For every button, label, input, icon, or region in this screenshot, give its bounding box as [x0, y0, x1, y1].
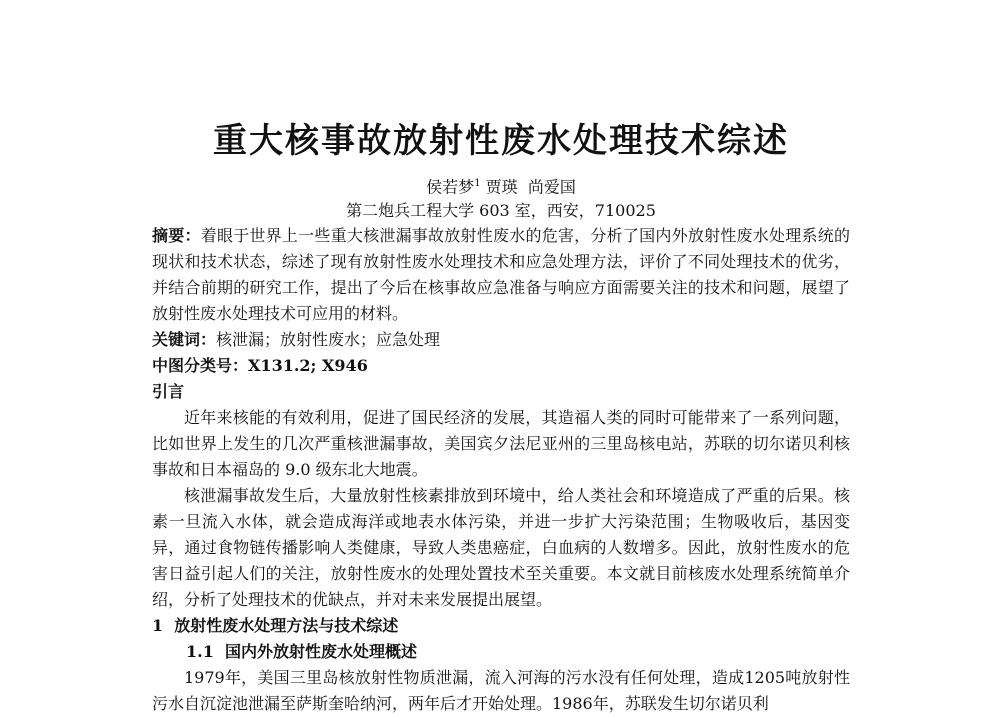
keywords-label: 关键词：	[152, 330, 217, 350]
intro-paragraph-2: 核泄漏事故发生后，大量放射性核素排放到环境中，给人类社会和环境造成了严重的后果。核素一旦流入水体，就会造成海洋或地表水体污染，并进一步扩大污染范围；生物吸收后，基因变异，通过食物链传播影响人类健康，导致人类患癌症，白血病的人数增多。因此，放射性废水的危害日益引起人们的关注，放射性废水的处理处置技术至关重要。本文就目前核废水处理系统简单介绍，分析了处理技术的优缺点，并对未来发展提出展望。	[152, 486, 850, 610]
author-affil-mark: 1	[474, 178, 481, 189]
section-heading-1-1: 1.1 国内外放射性废水处理概述	[186, 642, 417, 662]
intro-paragraph-1: 近年来核能的有效利用，促进了国民经济的发展，其造福人类的同时可能带来了一系列问题，比如世界上发生的几次严重核泄漏事故，美国宾夕法尼亚州的三里岛核电站，苏联的切尔诺贝利核事故和日本福岛的 9.0 级东北大地震。	[152, 408, 850, 480]
keywords-text: 核泄漏；放射性废水；应急处理	[216, 330, 441, 350]
body-paragraph: 1979年，美国三里岛核放射性物质泄漏，流入河海的污水没有任何处理，造成1205吨放射性污水自沉淀池泄漏至萨斯奎哈纳河，两年后才开始处理。1986年，苏联发生切尔诺贝利	[152, 668, 850, 714]
intro-heading: 引言	[152, 382, 185, 402]
keywords	[152, 327, 850, 353]
author-first: 侯若梦	[426, 177, 475, 197]
paper-title: 重大核事故放射性废水处理技术综述	[213, 121, 789, 161]
author-rest: 贾瑛 尚爱国	[480, 177, 576, 197]
classification-text: X131.2; X946	[248, 356, 368, 376]
author-line	[152, 172, 850, 199]
abstract-label: 摘要：	[152, 226, 201, 246]
section-heading-1: 1 放射性废水处理方法与技术综述	[152, 616, 399, 636]
affiliation: 第二炮兵工程大学 603 室，西安，710025	[346, 201, 656, 221]
classification-label: 中图分类号：	[152, 356, 249, 376]
abstract-text: 着眼于世界上一些重大核泄漏事故放射性废水的危害，分析了国内外放射性废水处理系统的现状和技术状态，综述了现有放射性废水处理技术和应急处理方法，评价了不同处理技术的优劣，并结合前期的研究工作，提出了今后在核事故应急准备与响应方面需要关注的技术和问题，展望了放射性废水处理技术可应用的材料。	[152, 226, 850, 324]
abstract	[152, 223, 850, 327]
paper-page	[152, 118, 850, 717]
classification	[152, 353, 850, 379]
